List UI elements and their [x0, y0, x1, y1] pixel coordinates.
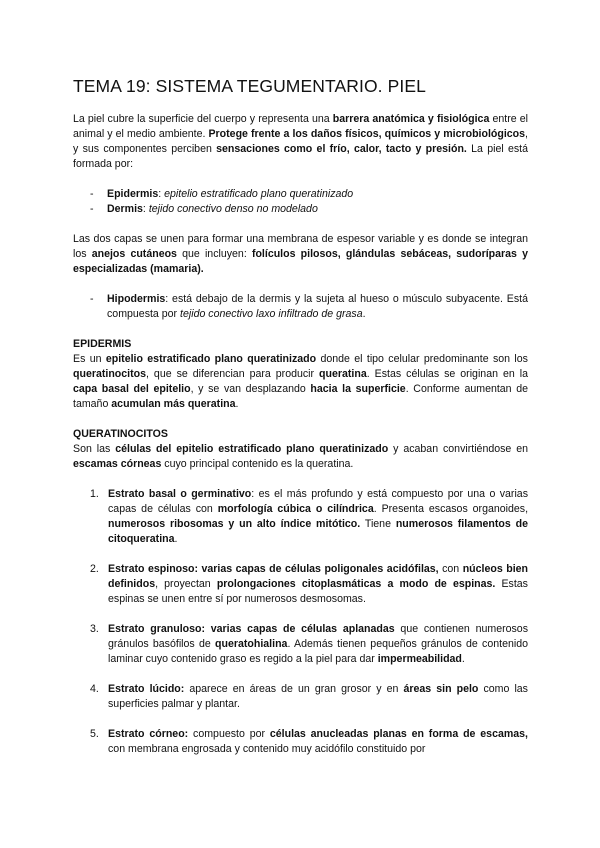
- section-heading-queratinocitos: QUERATINOCITOS: [73, 428, 168, 440]
- list-item: 2. Estrato espinoso: varias capas de células poligonales acidófilas, con núcleos bien definidos, proyectan prolongaciones citoplasmáticas a modo de espinas. Estas espinas se unen entre sí por numerosos desmosomas.: [90, 563, 529, 605]
- list-item: 5. Estrato córneo: compuesto por células anucleadas planas en forma de escamas, con membrana engrosada y contenido muy acidófilo constituido por: [90, 728, 528, 755]
- layers-list: [73, 187, 528, 217]
- list-item: 3. Estrato granuloso: varias capas de células aplanadas que contienen numerosos gránulos basófilos de queratohialina. Además tienen pequeños gránulos de contenido laminar cuyo contenido graso es regido a la piel para dar impermeabilidad.: [90, 623, 529, 665]
- section-heading-epidermis: EPIDERMIS: [73, 338, 132, 350]
- list-item: 1. Estrato basal o germinativo: es el más profundo y está compuesto por una o varias capas de células con morfología cúbica o cilíndrica. Presenta escasos organoides, numerosos ribosomas y un alto índice mitótico. Tiene numerosos filamentos de citoqueratina.: [90, 488, 529, 545]
- list-item: - Dermis: tejido conectivo denso no modelado: [73, 202, 528, 217]
- list-item: - Epidermis: epitelio estratificado plano queratinizado: [73, 187, 528, 202]
- intro-paragraph: La piel cubre la superficie del cuerpo y representa una barrera anatómica y fisiológica entre el animal y el medio ambiente. Protege frente a los daños físicos, químicos y microbiológicos, y sus componentes perciben sensaciones como el frío, calor, tacto y presión. La piel está formada por:: [73, 113, 529, 170]
- estratos-list: [73, 487, 528, 757]
- union-paragraph: Las dos capas se unen para formar una membrana de espesor variable y es donde se integran los anejos cutáneos que incluyen: folículos pilosos, glándulas sebáceas, sudoríparas y especializadas (mamaria).: [73, 233, 528, 275]
- epidermis-paragraph: Es un epitelio estratificado plano queratinizado donde el tipo celular predominante son los queratinocitos, que se diferencian para producir queratina. Estas células se originan en la capa basal del epitelio, y se van desplazando hacia la superficie. Conforme aumentan de tamaño acumulan más queratina.: [73, 353, 529, 410]
- list-item: - Hipodermis: está debajo de la dermis y la sujeta al hueso o músculo subyacente. Está compuesta por tejido conectivo laxo infiltrado de grasa.: [73, 292, 528, 322]
- queratinocitos-paragraph: Son las células del epitelio estratificado plano queratinizado y acaban convirtiéndose en escamas córneas cuyo principal contenido es la queratina.: [73, 443, 528, 470]
- page-title: TEMA 19: SISTEMA TEGUMENTARIO. PIEL: [73, 76, 426, 96]
- list-item: 4. Estrato lúcido: aparece en áreas de un gran grosor y en áreas sin pelo como las superficies palmar y plantar.: [90, 683, 528, 710]
- hipodermis-list: [73, 292, 528, 322]
